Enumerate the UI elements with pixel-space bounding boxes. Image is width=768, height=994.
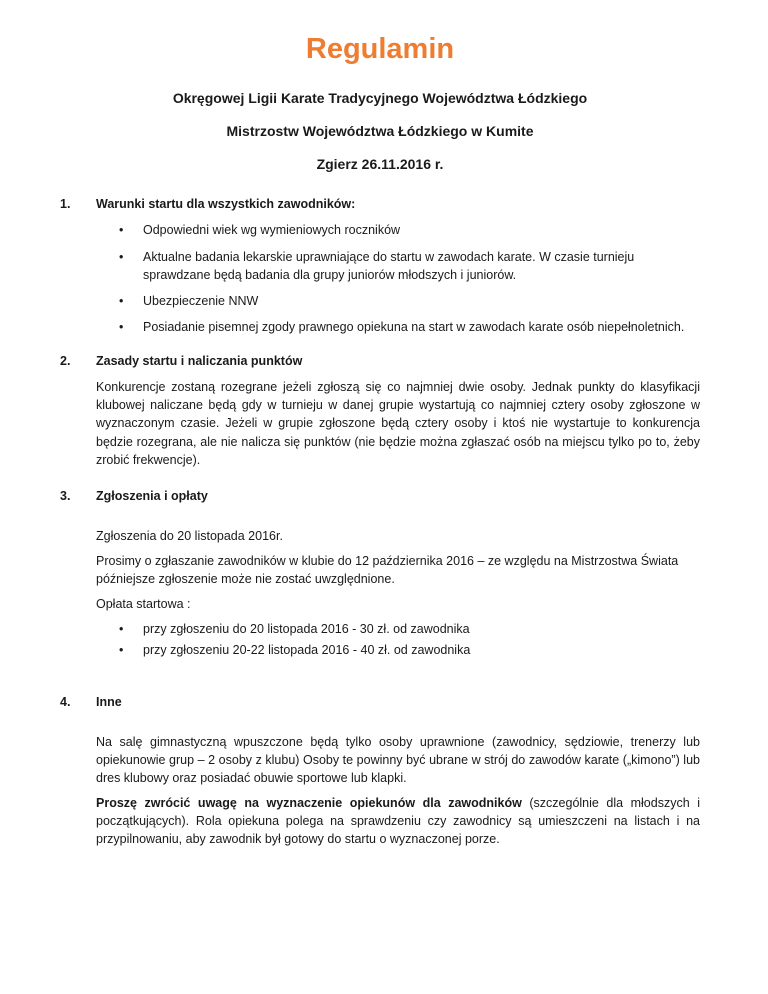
guardians-text: (szczególnie dla młodszych i początkujących). Rola opiekuna polega na sprawdzeniu czy zawodnicy są umieszczeni na listach i na przypilnowaniu, aby zawodnik był gotowy do startu o wyznaczonej porze. (96, 796, 700, 847)
section-title: Zasady startu i naliczania punktów (96, 354, 303, 369)
section-number: 2. (60, 354, 71, 369)
list-item: • Odpowiedni wiek wg wymieniowych roczników (119, 221, 700, 239)
list-item: • przy zgłoszeniu do 20 listopada 2016 - 30 zł. od zawodnika (119, 620, 700, 638)
registration-request: Prosimy o zgłaszanie zawodników w klubie do 12 października 2016 – ze względu na Mistrzostwa Świata późniejsze zgłoszenie może nie zostać uwzględnione. (96, 554, 679, 587)
list-item: • Ubezpieczenie NNW (119, 292, 700, 310)
section-start-conditions (60, 195, 700, 336)
section-title: Zgłoszenia i opłaty (96, 488, 208, 503)
subtitle-date: Zgierz 26.11.2016 r. (316, 156, 444, 173)
list-item: • Aktualne badania lekarskie uprawniające do startu w zawodach karate. W czasie turnieju sprawdzane będą badania dla grupy juniorów młodszych i juniorów. (119, 248, 700, 284)
section-title: Inne (96, 694, 122, 709)
section-title: Warunki startu dla wszystkich zawodników: (96, 197, 356, 212)
section-number: 1. (60, 197, 71, 212)
fees-list (60, 620, 700, 658)
section-heading (60, 487, 700, 505)
section-heading (60, 352, 700, 370)
section-heading (60, 195, 700, 213)
section-other (60, 693, 700, 849)
guardians-paragraph (96, 794, 700, 848)
section-paragraph: Konkurencje zostaną rozegrane jeżeli zgłoszą się co najmniej dwie osoby. Jednak punkty do klasyfikacji klubowej naliczane będą gdy w turnieju w danej grupie wystartują co najmniej cztery osoby zgłoszone w wyznaczonym czasie. Jeżeli w grupie zgłoszone będą cztery osoby i ktoś nie wystartuje to konkurencja będzie rozegrana, ale nie nalicza się punktów (nie będzie można zgłaszać osób na miejscu tylko po to, żeby zrobić frekwencje). (96, 380, 700, 467)
section-paragraph: Na salę gimnastyczną wpuszczone będą tylko osoby uprawnione (zawodnicy, sędziowie, trenerzy lub opiekunowie grup – 2 osoby z klubu) Osoby te powinny być ubrane w strój do zawodów karate („kimono”) lub dres klubowy oraz posiadać obuwie sportowe lub klapki. (96, 734, 700, 786)
list-item: • przy zgłoszeniu 20-22 listopada 2016 - 40 zł. od zawodnika (119, 641, 700, 659)
bold-lead: Proszę zwrócić uwagę na wyznaczenie opiekunów dla zawodników (96, 796, 522, 811)
subtitle-league: Okręgowej Ligii Karate Tradycyjnego Województwa Łódzkiego (172, 89, 588, 106)
subtitle-championship: Mistrzostw Województwa Łódzkiego w Kumite (226, 122, 534, 139)
document-title: Regulamin (305, 33, 455, 65)
section-rules-points (60, 352, 700, 469)
section-number: 3. (60, 488, 71, 503)
section-number: 4. (60, 694, 71, 709)
section-registration-fees (60, 487, 700, 659)
fee-label: Opłata startowa : (96, 597, 191, 612)
section-heading (60, 693, 700, 711)
list-item: • Posiadanie pisemnej zgody prawnego opiekuna na start w zawodach karate osób niepełnoletnich. (119, 318, 700, 336)
registration-deadline: Zgłoszenia do 20 listopada 2016r. (96, 528, 283, 543)
conditions-list (60, 221, 700, 336)
